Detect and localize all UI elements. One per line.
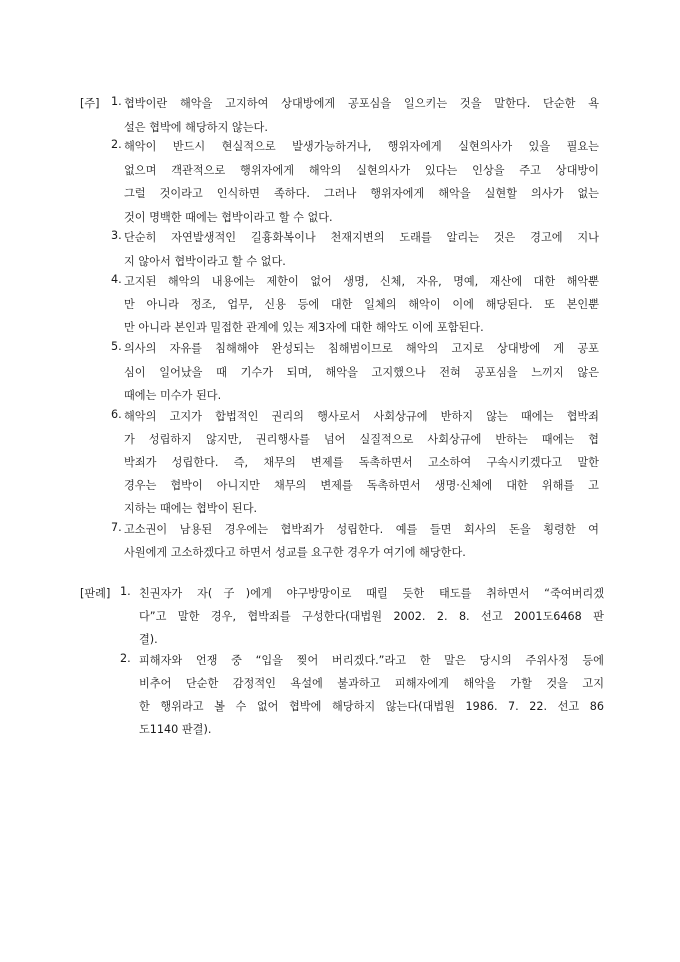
note-line: 때에는 미수가 된다. bbox=[124, 389, 222, 402]
note-number: 3. bbox=[111, 229, 122, 242]
note-line: 것이 명백한 때에는 협박이라고 할 수 없다. bbox=[124, 211, 333, 224]
cases-tag: [판례] bbox=[80, 587, 111, 600]
note-line: 고소권이 남용된 경우에는 협박죄가 성립한다. 예를 들면 회사의 돈을 횡령한 여 bbox=[124, 523, 599, 536]
note-number: 2. bbox=[111, 138, 122, 151]
note-line: 설은 협박에 해당하지 않는다. bbox=[124, 121, 268, 134]
case-line: 다”고 말한 경우, 협박죄를 구성한다(대법원 2002. 2. 8. 선고 2001도6468 판 bbox=[139, 610, 604, 623]
note-line: 그럴 것이라고 인식하면 족하다. 그러나 행위자에게 해악을 실현할 의사가 없는 bbox=[124, 187, 599, 200]
note-line: 가 성립하지 않지만, 권리행사를 넘어 실질적으로 사회상규에 반하는 때에는 협 bbox=[124, 433, 599, 446]
note-line: 경우는 협박이 아니지만 채무의 변제를 독촉하면서 생명·신체에 대한 위해를 고 bbox=[124, 479, 599, 492]
case-number: 1. bbox=[120, 585, 131, 598]
note-line: 해악의 고지가 합법적인 권리의 행사로서 사회상규에 반하지 않는 때에는 협박죄 bbox=[124, 410, 599, 423]
note-number: 5. bbox=[111, 340, 122, 353]
case-line: 피해자와 언쟁 중 “입을 찢어 버리겠다.”라고 한 말은 당시의 주위사정 등에 bbox=[139, 654, 604, 667]
case-line: 결). bbox=[139, 633, 158, 646]
note-line: 해악이 반드시 현실적으로 발생가능하거나, 행위자에게 실현의사가 있을 필요는 bbox=[124, 140, 599, 153]
note-number: 7. bbox=[111, 521, 122, 534]
note-line: 협박이란 해악을 고지하여 상대방에게 공포심을 일으키는 것을 말한다. 단순한 욕 bbox=[124, 97, 599, 110]
note-line: 의사의 자유를 침해해야 완성되는 침해범이므로 해악의 고지로 상대방에 게 공포 bbox=[124, 342, 599, 355]
case-line: 도1140 판결). bbox=[139, 723, 212, 736]
note-line: 없으며 객관적으로 행위자에게 해악의 실현의사가 있다는 인상을 주고 상대방이 bbox=[124, 164, 599, 177]
notes-tag: [주] bbox=[80, 97, 100, 110]
case-line: 한 행위라고 볼 수 없어 협박에 해당하지 않는다(대법원 1986. 7. 22. 선고 86 bbox=[139, 700, 604, 713]
note-line: 지 않아서 협박이라고 할 수 없다. bbox=[124, 255, 286, 268]
note-line: 지하는 때에는 협박이 된다. bbox=[124, 502, 258, 515]
note-line: 심이 일어났을 때 기수가 되며, 해악을 고지했으나 전혀 공포심을 느끼지 않은 bbox=[124, 366, 599, 379]
note-line: 만 아니라 본인과 밀접한 관계에 있는 제3자에 대한 해악도 이에 포함된다. bbox=[124, 321, 484, 334]
case-number: 2. bbox=[120, 652, 131, 665]
note-line: 고지된 해악의 내용에는 제한이 없어 생명, 신체, 자유, 명예, 재산에 대한 해악뿐 bbox=[124, 275, 599, 288]
note-line: 만 아니라 정조, 업무, 신용 등에 대한 일체의 해악이 이에 해당된다. 또 본인뿐 bbox=[124, 298, 599, 311]
note-number: 4. bbox=[111, 273, 122, 286]
note-number: 1. bbox=[111, 95, 122, 108]
note-line: 사원에게 고소하겠다고 하면서 성교를 요구한 경우가 여기에 해당한다. bbox=[124, 546, 466, 559]
case-line: 비추어 단순한 감정적인 욕설에 불과하고 피해자에게 해악을 가할 것을 고지 bbox=[139, 677, 604, 690]
note-line: 단순히 자연발생적인 길흉화복이나 천재지변의 도래를 알리는 것은 경고에 지나 bbox=[124, 231, 599, 244]
case-line: 친권자가 자(子)에게 야구방망이로 때릴 듯한 태도를 취하면서 “죽여버리겠 bbox=[139, 587, 604, 600]
note-number: 6. bbox=[111, 408, 122, 421]
note-line: 박죄가 성립한다. 즉, 채무의 변제를 독촉하면서 고소하여 구속시키겠다고 말한 bbox=[124, 456, 599, 469]
